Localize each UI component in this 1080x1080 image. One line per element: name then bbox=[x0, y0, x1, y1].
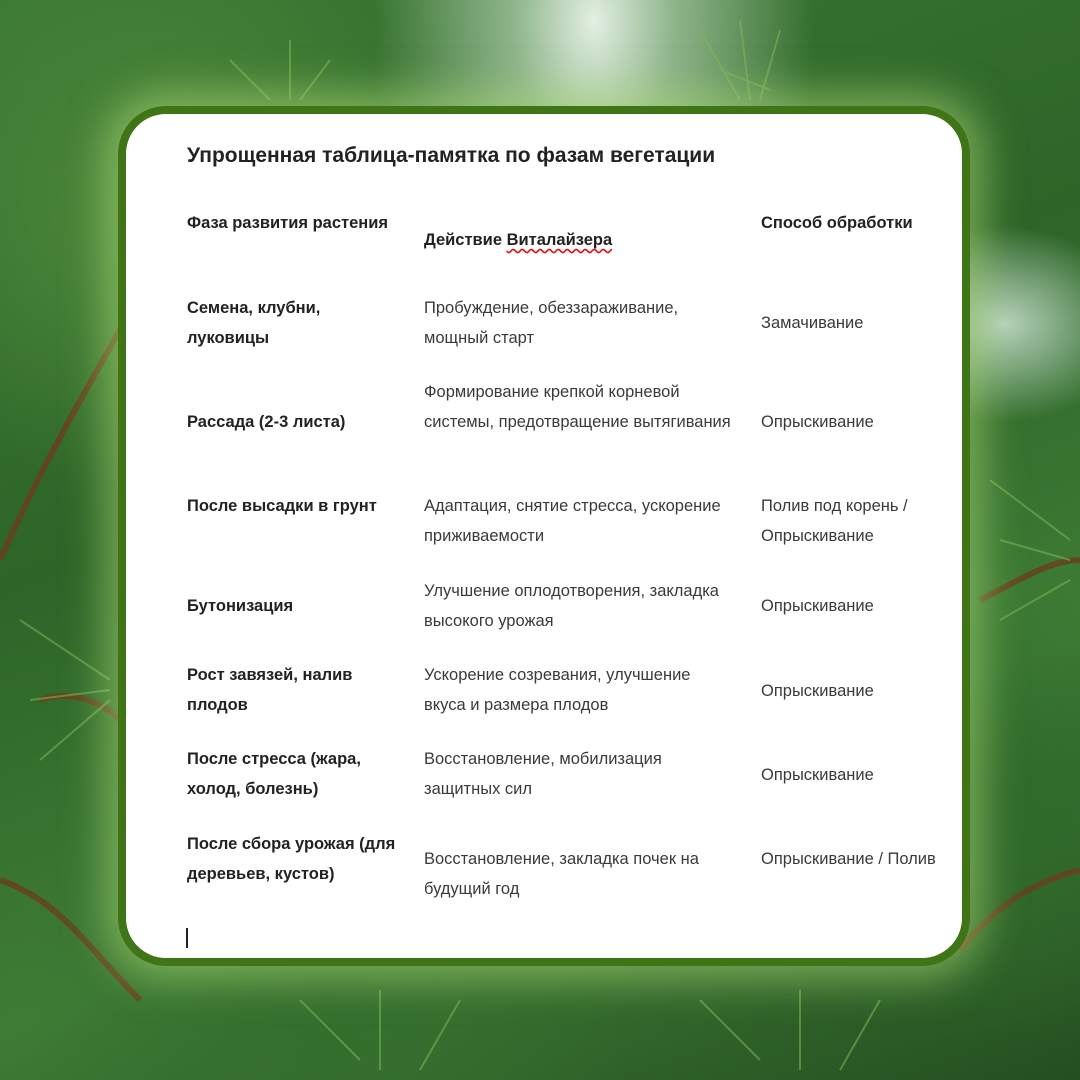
row-2-phase: Рассада (2-3 листа) bbox=[187, 413, 346, 431]
row-2-method: Опрыскивание bbox=[761, 413, 874, 431]
page-title: Упрощенная таблица-памятка по фазам вегетации bbox=[187, 144, 716, 167]
row-5-method: Опрыскивание bbox=[761, 682, 874, 700]
text-cursor bbox=[186, 928, 188, 948]
row-6-method: Опрыскивание bbox=[761, 766, 874, 784]
row-1-method: Замачивание bbox=[761, 314, 864, 332]
row-2-action: Формирование крепкой корневой системы, предотвращение вытягивания bbox=[424, 383, 731, 431]
header-phase: Фаза развития растения bbox=[187, 214, 389, 232]
row-7-action: Восстановление, закладка почек на будущий год bbox=[424, 850, 699, 898]
header-method: Способ обработки bbox=[761, 214, 913, 232]
header-action-brand: Виталайзера bbox=[506, 231, 613, 249]
header-action-prefix: Действие bbox=[424, 231, 507, 249]
row-3-phase: После высадки в грунт bbox=[187, 497, 377, 515]
row-3-method: Полив под корень / Опрыскивание bbox=[761, 497, 908, 545]
row-4-method: Опрыскивание bbox=[761, 597, 874, 615]
row-4-action: Улучшение оплодотворения, закладка высокого урожая bbox=[424, 582, 719, 630]
row-6-action: Восстановление, мобилизация защитных сил bbox=[424, 750, 662, 798]
row-4-phase: Бутонизация bbox=[187, 597, 294, 615]
row-7-phase: После сбора урожая (для деревьев, кустов) bbox=[187, 835, 396, 883]
row-1-phase: Семена, клубни, луковицы bbox=[187, 299, 321, 347]
row-1-action: Пробуждение, обеззараживание, мощный старт bbox=[424, 299, 679, 347]
row-6-phase: После стресса (жара, холод, болезнь) bbox=[187, 750, 361, 798]
row-5-action: Ускорение созревания, улучшение вкуса и размера плодов bbox=[424, 666, 691, 714]
header-action bbox=[424, 225, 734, 255]
row-7-method: Опрыскивание / Полив bbox=[761, 850, 936, 868]
row-3-action: Адаптация, снятие стресса, ускорение приживаемости bbox=[424, 497, 721, 545]
row-5-phase: Рост завязей, налив плодов bbox=[187, 666, 353, 714]
